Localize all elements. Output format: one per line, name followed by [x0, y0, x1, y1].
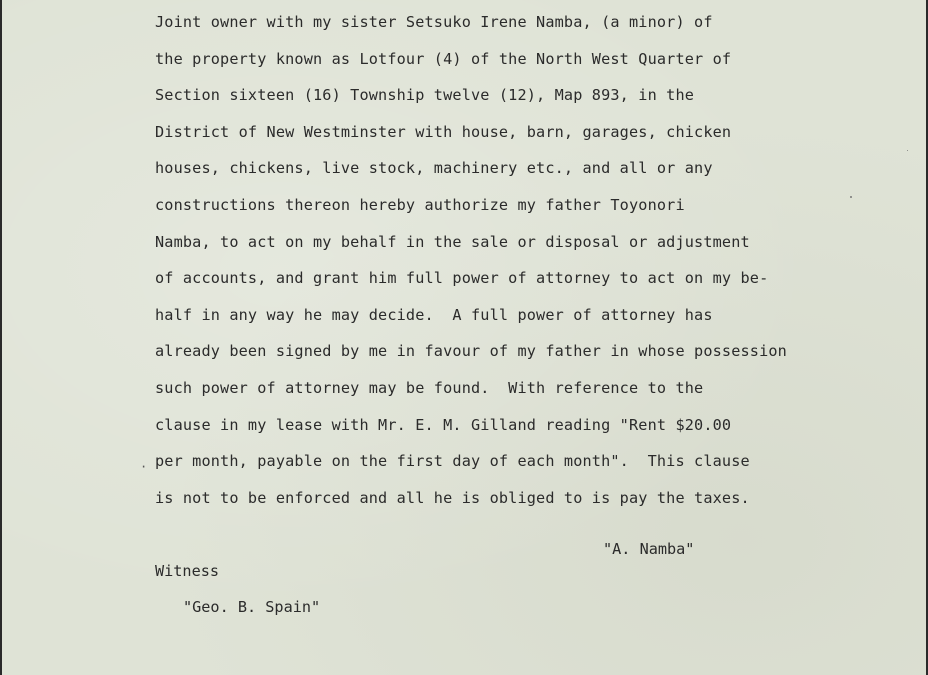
body-line: such power of attorney may be found. With reference to the [155, 378, 704, 397]
signature: "A. Namba" [603, 540, 695, 558]
document-body [155, 10, 787, 522]
body-line: already been signed by me in favour of my father in whose possession [155, 342, 787, 361]
paper-speck [907, 150, 908, 151]
body-line: is not to be enforced and all he is obliged to is pay the taxes. [155, 488, 750, 507]
body-line: constructions thereon hereby authorize my father Toyonori [155, 195, 685, 214]
witness-name: "Geo. B. Spain" [183, 598, 321, 616]
body-line: Namba, to act on my behalf in the sale or disposal or adjustment [155, 232, 750, 251]
body-line: clause in my lease with Mr. E. M. Gilland reading "Rent $20.00 [155, 415, 732, 434]
paper-speck [850, 196, 852, 198]
body-line: houses, chickens, live stock, machinery etc., and all or any [155, 159, 713, 178]
witness-label: Witness [155, 562, 220, 580]
body-line: of accounts, and grant him full power of attorney to act on my be- [155, 269, 769, 288]
body-line: District of New Westminster with house, barn, garages, chicken [155, 122, 732, 141]
document-page [2, 0, 926, 675]
margin-mark: · [140, 460, 148, 474]
body-line: half in any way he may decide. A full power of attorney has [155, 305, 713, 324]
body-line: the property known as Lotfour (4) of the North West Quarter of [155, 49, 732, 68]
body-line: Joint owner with my sister Setsuko Irene Namba, (a minor) of [155, 13, 713, 31]
body-line: Section sixteen (16) Township twelve (12), Map 893, in the [155, 86, 695, 105]
body-line: per month, payable on the first day of each month". This clause [155, 452, 750, 471]
